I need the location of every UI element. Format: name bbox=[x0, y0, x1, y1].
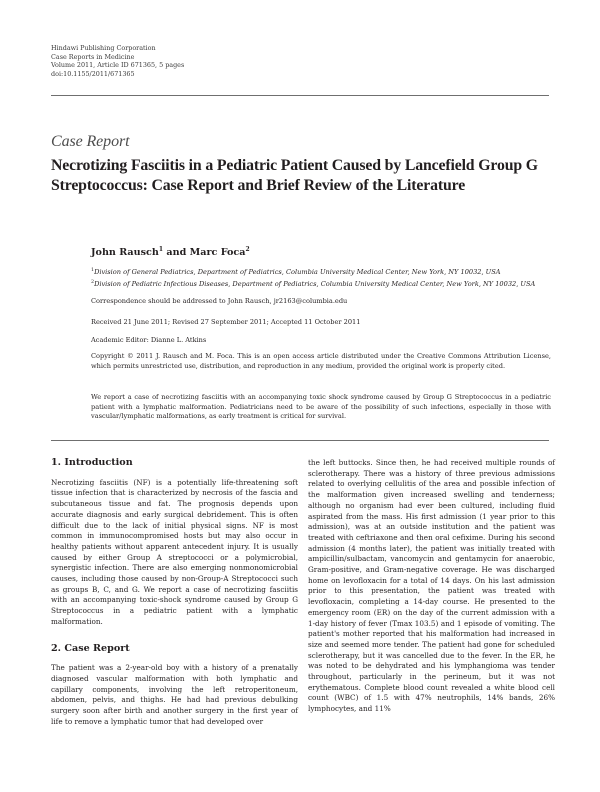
section-heading-case-report: 2. Case Report bbox=[51, 642, 130, 654]
author-affiliation-marker: 2 bbox=[245, 246, 250, 253]
author-name: Marc Foca bbox=[189, 247, 246, 259]
correspondence: Correspondence should be addressed to John Rausch, jr2163@columbia.edu bbox=[91, 297, 348, 305]
author-list bbox=[91, 246, 250, 258]
case-report-text: The patient was a 2-year-old boy with a history of a prenatally diagnosed vascular malformation with both lymphatic and capillary components, involving the left retroperitoneum, abdomen, pelvis, and thighs. He had had previous debulking surgery soon after birth and another surgery in the first year of life to remove a lymphatic tumor that had developed over bbox=[51, 663, 298, 726]
article-dates: Received 21 June 2011; Revised 27 September 2011; Accepted 11 October 2011 bbox=[91, 318, 361, 326]
abstract: We report a case of necrotizing fasciitis with an accompanying toxic shock syndrome caused by Group G Streptococcus in a pediatric patient with a lymphatic malformation. Pediatricians need to be aware of the possibility of such infections, especially in those with vascular/lymphatic malformations, as early treatment is critical for survival. bbox=[91, 393, 551, 421]
academic-editor: Academic Editor: Dianne L. Atkins bbox=[91, 336, 207, 344]
right-column bbox=[308, 458, 555, 715]
abstract-rule bbox=[51, 440, 549, 441]
author-conjunction: and bbox=[163, 247, 190, 259]
article-type: Case Report bbox=[51, 133, 130, 150]
affiliation: $^2$Division of Pediatric Infectious Diseases, Department of Pediatrics, Columbia University Medical Center, New York, NY 10032, USA bbox=[91, 279, 536, 288]
doi: doi:10.1155/2011/671365 bbox=[51, 69, 135, 78]
volume-info: Volume 2011, Article ID 671365, 5 pages bbox=[51, 61, 185, 70]
article-title: Necrotizing Fasciitis in a Pediatric Patient Caused by Lancefield Group G Streptococcus: Case Report and Brief Review of the Literature bbox=[51, 157, 538, 194]
journal-name: Case Reports in Medicine bbox=[51, 52, 135, 61]
publisher: Hindawi Publishing Corporation bbox=[51, 44, 156, 52]
journal-header bbox=[51, 44, 184, 78]
section-heading-introduction: 1. Introduction bbox=[51, 457, 133, 468]
introduction-text: Necrotizing fasciitis (NF) is a potentially life-threatening soft tissue infection that is characterized by necrosis of the fascia and subcutaneous tissue and fat. The prognosis depends upon accurate diagnosis and early surgical debridement. This is often difficult due to the lack of initial physical signs. NF is most common in immunocompromised hosts but may also occur in healthy patients without apparent antecedent injury. It is usually caused by either Group A streptococci or a polymicrobial, synergistic infection. There are also emerging nonmonomicrobial causes, including those caused by non-Group-A Streptococci such as groups B, C, and G. We report a case of necrotizing fasciitis with an accompanying toxic-shock syndrome caused by Group G Streptococcus in a pediatric patient with a lymphatic malformation. bbox=[51, 477, 298, 626]
author-name: John Rausch bbox=[91, 247, 159, 259]
affiliations bbox=[91, 266, 551, 290]
header-rule bbox=[51, 95, 549, 96]
author-affiliation-marker: 1 bbox=[158, 246, 164, 253]
copyright-notice: Copyright © 2011 J. Rausch and M. Foca. This is an open access article distributed under the Creative Commons Attribution License, which permits unrestricted use, distribution, and reproduction in any medium, provided the original work is properly cited. bbox=[91, 352, 551, 370]
case-report-continued-text: the left buttocks. Since then, he had received multiple rounds of sclerotherapy. There was a history of three previous admissions related to overlying cellulitis of the area and possible infection of the malformation given increased swelling and tenderness; although no organism had ever been cultured, including fluid aspirated from the mass. His first admission (1 year prior to this admission), was at an outside institution and the patient was treated with ceftriaxone and then oral cefixime. During his second admission (4 months later), the patient was initially treated with ampicillin/sulbactam, vancomycin and gentamycin for anaerobic, Gram-positive, and Gram-negative coverage. He was discharged home on levofloxacin for a total of 14 days. On his last admission prior to this presentation, the patient was treated with levofloxacin, completing a 14-day course. He presented to the emergency room (ER) on the day of the current admission with a 1-day history of fever (Tmax 103.5) and 1 episode of vomiting. The patient's mother reported that his malformation had increased in size and seemed more tender. The patient had gone for scheduled sclerotherapy, but it was cancelled due to the fever. In the ER, he was noted to be dehydrated and his lymphangioma was tender throughout, particularly in the perineum, but it was not erythematous. Complete blood count revealed a white blood cell count (WBC) of 1.5 with 47% neutrophils, 14% bands, 26% lymphocytes, and 11% bbox=[308, 458, 555, 714]
left-column bbox=[51, 458, 298, 727]
affiliation: $^1$Division of General Pediatrics, Department of Pediatrics, Columbia University Medical Center, New York, NY 10032, USA bbox=[91, 268, 501, 277]
